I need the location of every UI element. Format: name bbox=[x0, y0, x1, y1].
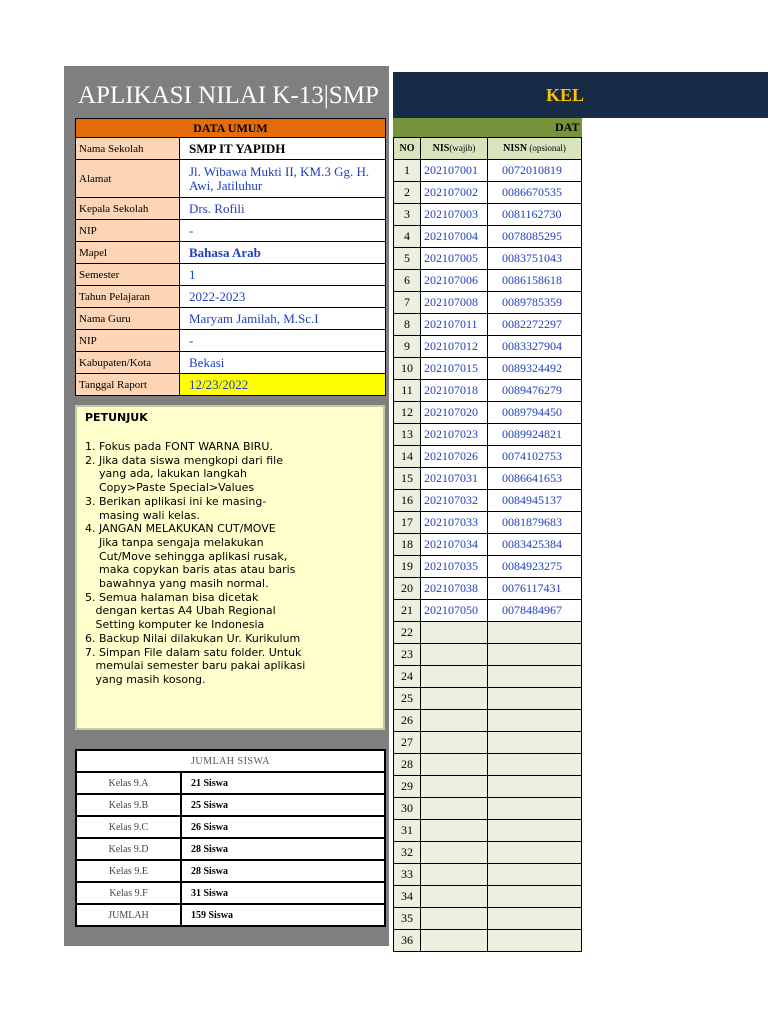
row-number-cell: 1 bbox=[394, 160, 421, 182]
table-row bbox=[394, 644, 582, 666]
nis-cell[interactable]: 202107023 bbox=[421, 424, 488, 446]
app-title: APLIKASI NILAI K-13|SMP bbox=[78, 82, 379, 109]
table-row bbox=[394, 204, 582, 226]
row-number-cell: 3 bbox=[394, 204, 421, 226]
field-nip-kepala[interactable]: - bbox=[180, 220, 386, 242]
table-row bbox=[394, 732, 582, 754]
kelas-count: 31 Siswa bbox=[181, 882, 385, 904]
table-row bbox=[394, 226, 582, 248]
label-semester: Semester bbox=[76, 264, 180, 286]
nis-cell[interactable] bbox=[421, 622, 488, 644]
table-row bbox=[394, 358, 582, 380]
kelas-label: Kelas 9.B bbox=[76, 794, 181, 816]
row-number-cell: 9 bbox=[394, 336, 421, 358]
petunjuk-item: 6. Backup Nilai dilakukan Ur. Kurikulum bbox=[85, 631, 301, 645]
nisn-cell[interactable] bbox=[488, 776, 582, 798]
table-row bbox=[394, 820, 582, 842]
table-row bbox=[394, 556, 582, 578]
table-row bbox=[394, 842, 582, 864]
nisn-cell[interactable]: 0083327904 bbox=[488, 336, 582, 358]
nis-cell[interactable]: 202107034 bbox=[421, 534, 488, 556]
col-nisn-label: NISN bbox=[503, 143, 528, 154]
nisn-cell[interactable]: 0089785359 bbox=[488, 292, 582, 314]
row-number-cell: 23 bbox=[394, 644, 421, 666]
nisn-cell[interactable]: 0086641653 bbox=[488, 468, 582, 490]
table-row bbox=[394, 776, 582, 798]
nisn-cell[interactable] bbox=[488, 622, 582, 644]
table-row bbox=[394, 292, 582, 314]
nisn-cell[interactable]: 0089476279 bbox=[488, 380, 582, 402]
row-number-cell: 15 bbox=[394, 468, 421, 490]
petunjuk-list bbox=[85, 440, 375, 687]
row-number-cell: 22 bbox=[394, 622, 421, 644]
petunjuk-item: 3. Berikan aplikasi ini ke masing- masing wali kelas. bbox=[85, 494, 267, 522]
row-number-cell: 25 bbox=[394, 688, 421, 710]
col-nisn-header bbox=[488, 138, 582, 160]
nis-cell[interactable]: 202107018 bbox=[421, 380, 488, 402]
nis-cell[interactable]: 202107032 bbox=[421, 490, 488, 512]
petunjuk-item: 1. Fokus pada FONT WARNA BIRU. bbox=[85, 440, 273, 453]
row-number-cell: 35 bbox=[394, 908, 421, 930]
label-nama-guru: Nama Guru bbox=[76, 308, 180, 330]
table-row bbox=[394, 270, 582, 292]
data-siswa-header: DAT bbox=[555, 120, 580, 134]
row-number-cell: 13 bbox=[394, 424, 421, 446]
nisn-cell[interactable]: 0081162730 bbox=[488, 204, 582, 226]
table-row bbox=[394, 512, 582, 534]
nisn-cell[interactable] bbox=[488, 820, 582, 842]
table-row bbox=[394, 864, 582, 886]
nisn-cell[interactable] bbox=[488, 644, 582, 666]
table-row bbox=[394, 908, 582, 930]
table-row bbox=[394, 798, 582, 820]
col-nis-header bbox=[421, 138, 488, 160]
nis-cell[interactable]: 202107006 bbox=[421, 270, 488, 292]
nis-cell[interactable] bbox=[421, 798, 488, 820]
col-nis-label: NIS bbox=[432, 143, 450, 154]
table-row bbox=[394, 314, 582, 336]
nisn-cell[interactable]: 0078484967 bbox=[488, 600, 582, 622]
jumlah-siswa-table bbox=[75, 749, 386, 927]
nisn-cell[interactable]: 0074102753 bbox=[488, 446, 582, 468]
kelas-count: 26 Siswa bbox=[181, 816, 385, 838]
nisn-cell[interactable]: 0078085295 bbox=[488, 226, 582, 248]
table-row bbox=[394, 710, 582, 732]
data-siswa-table bbox=[393, 137, 582, 952]
nisn-cell[interactable]: 0081879683 bbox=[488, 512, 582, 534]
nis-cell[interactable]: 202107001 bbox=[421, 160, 488, 182]
blank-area bbox=[582, 118, 768, 1024]
nis-cell[interactable]: 202107050 bbox=[421, 600, 488, 622]
table-row bbox=[394, 688, 582, 710]
nisn-cell[interactable] bbox=[488, 754, 582, 776]
field-kabupaten-kota[interactable]: Bekasi bbox=[180, 352, 386, 374]
label-alamat: Alamat bbox=[76, 160, 180, 198]
nis-cell[interactable] bbox=[421, 754, 488, 776]
row-number-cell: 19 bbox=[394, 556, 421, 578]
petunjuk-item: 5. Semua halaman bisa dicetak dengan kertas A4 Ubah Regional Setting komputer ke Indonesia bbox=[85, 590, 276, 632]
row-number-cell: 18 bbox=[394, 534, 421, 556]
nis-cell[interactable] bbox=[421, 820, 488, 842]
kelas-label: Kelas 9.C bbox=[76, 816, 181, 838]
banner-text: KEL bbox=[546, 85, 585, 105]
row-number-cell: 26 bbox=[394, 710, 421, 732]
row-number-cell: 14 bbox=[394, 446, 421, 468]
data-umum-table bbox=[75, 118, 386, 396]
nis-cell[interactable] bbox=[421, 886, 488, 908]
table-row bbox=[394, 402, 582, 424]
nisn-cell[interactable] bbox=[488, 930, 582, 952]
table-row bbox=[394, 578, 582, 600]
nis-cell[interactable] bbox=[421, 688, 488, 710]
label-nip-guru: NIP bbox=[76, 330, 180, 352]
field-semester[interactable]: 1 bbox=[180, 264, 386, 286]
nisn-cell[interactable] bbox=[488, 798, 582, 820]
label-kabupaten-kota: Kabupaten/Kota bbox=[76, 352, 180, 374]
table-row bbox=[394, 446, 582, 468]
petunjuk-item: 2. Jika data siswa mengkopi dari file yang ada, lakukan langkah Copy>Paste Special>Values bbox=[85, 453, 283, 495]
nis-cell[interactable] bbox=[421, 842, 488, 864]
kelas-count: 21 Siswa bbox=[181, 772, 385, 794]
nisn-cell[interactable]: 0089924821 bbox=[488, 424, 582, 446]
nisn-cell[interactable] bbox=[488, 666, 582, 688]
row-number-cell: 29 bbox=[394, 776, 421, 798]
nisn-cell[interactable]: 0083751043 bbox=[488, 248, 582, 270]
nis-cell[interactable]: 202107004 bbox=[421, 226, 488, 248]
table-row bbox=[394, 534, 582, 556]
nis-cell[interactable]: 202107005 bbox=[421, 248, 488, 270]
nis-cell[interactable] bbox=[421, 710, 488, 732]
nisn-cell[interactable] bbox=[488, 732, 582, 754]
kelas-label: Kelas 9.E bbox=[76, 860, 181, 882]
row-number-cell: 2 bbox=[394, 182, 421, 204]
kelas-label: Kelas 9.A bbox=[76, 772, 181, 794]
nis-cell[interactable] bbox=[421, 776, 488, 798]
petunjuk-item: 4. JANGAN MELAKUKAN CUT/MOVE Jika tanpa sengaja melakukan Cut/Move sehingga aplikasi rusak, maka copykan baris atas atau baris bawahnya yang masih normal. bbox=[85, 522, 296, 591]
nisn-cell[interactable]: 0089324492 bbox=[488, 358, 582, 380]
nisn-cell[interactable] bbox=[488, 710, 582, 732]
nisn-cell[interactable] bbox=[488, 886, 582, 908]
field-tanggal-raport[interactable]: 12/23/2022 bbox=[180, 374, 386, 396]
table-row bbox=[394, 424, 582, 446]
table-row bbox=[394, 490, 582, 512]
table-row bbox=[394, 248, 582, 270]
jumlah-siswa-header: JUMLAH SISWA bbox=[76, 750, 385, 772]
table-row bbox=[394, 336, 582, 358]
nisn-cell[interactable] bbox=[488, 864, 582, 886]
data-umum-header: DATA UMUM bbox=[76, 119, 386, 138]
nis-cell[interactable]: 202107020 bbox=[421, 402, 488, 424]
table-row bbox=[394, 622, 582, 644]
data-siswa-body bbox=[394, 160, 582, 952]
col-no-header bbox=[394, 138, 421, 160]
nis-cell[interactable]: 202107002 bbox=[421, 182, 488, 204]
nisn-cell[interactable] bbox=[488, 908, 582, 930]
label-mapel: Mapel bbox=[76, 242, 180, 264]
nisn-cell[interactable]: 0086158618 bbox=[488, 270, 582, 292]
nisn-cell[interactable]: 0086670535 bbox=[488, 182, 582, 204]
row-number-cell: 24 bbox=[394, 666, 421, 688]
row-number-cell: 4 bbox=[394, 226, 421, 248]
field-mapel[interactable]: Bahasa Arab bbox=[180, 242, 386, 264]
row-number-cell: 5 bbox=[394, 248, 421, 270]
kelas-count: 25 Siswa bbox=[181, 794, 385, 816]
label-tanggal-raport: Tanggal Raport bbox=[76, 374, 180, 396]
nis-cell[interactable]: 202107026 bbox=[421, 446, 488, 468]
petunjuk-item: 7. Simpan File dalam satu folder. Untuk memulai semester baru pakai aplikasi yang masih kosong. bbox=[85, 645, 306, 686]
row-number-cell: 6 bbox=[394, 270, 421, 292]
label-kepala-sekolah: Kepala Sekolah bbox=[76, 198, 180, 220]
data-siswa-header-bar bbox=[393, 118, 582, 137]
nis-cell[interactable]: 202107031 bbox=[421, 468, 488, 490]
row-number-cell: 30 bbox=[394, 798, 421, 820]
nis-cell[interactable] bbox=[421, 930, 488, 952]
nis-cell[interactable]: 202107003 bbox=[421, 204, 488, 226]
table-row bbox=[394, 666, 582, 688]
col-nisn-sublabel: (opsional) bbox=[527, 143, 566, 153]
nisn-cell[interactable]: 0089794450 bbox=[488, 402, 582, 424]
table-row bbox=[394, 182, 582, 204]
nisn-cell[interactable]: 0076117431 bbox=[488, 578, 582, 600]
row-number-cell: 27 bbox=[394, 732, 421, 754]
label-tahun-pelajaran: Tahun Pelajaran bbox=[76, 286, 180, 308]
row-number-cell: 34 bbox=[394, 886, 421, 908]
kelas-count: 28 Siswa bbox=[181, 838, 385, 860]
field-nip-guru[interactable]: - bbox=[180, 330, 386, 352]
row-number-cell: 7 bbox=[394, 292, 421, 314]
row-number-cell: 16 bbox=[394, 490, 421, 512]
row-number-cell: 28 bbox=[394, 754, 421, 776]
label-nama-sekolah: Nama Sekolah bbox=[76, 138, 180, 160]
row-number-cell: 21 bbox=[394, 600, 421, 622]
table-row bbox=[394, 468, 582, 490]
label-nip-kepala: NIP bbox=[76, 220, 180, 242]
table-row bbox=[394, 930, 582, 952]
nis-cell[interactable] bbox=[421, 732, 488, 754]
row-number-cell: 20 bbox=[394, 578, 421, 600]
kelas-label: Kelas 9.D bbox=[76, 838, 181, 860]
nisn-cell[interactable] bbox=[488, 842, 582, 864]
kelas-label: Kelas 9.F bbox=[76, 882, 181, 904]
total-count: 159 Siswa bbox=[181, 904, 385, 926]
nisn-cell[interactable]: 0083425384 bbox=[488, 534, 582, 556]
field-nama-guru[interactable]: Maryam Jamilah, M.Sc.I bbox=[180, 308, 386, 330]
row-number-cell: 11 bbox=[394, 380, 421, 402]
row-number-cell: 36 bbox=[394, 930, 421, 952]
nis-cell[interactable]: 202107035 bbox=[421, 556, 488, 578]
row-number-cell: 17 bbox=[394, 512, 421, 534]
nis-cell[interactable] bbox=[421, 644, 488, 666]
nis-cell[interactable] bbox=[421, 666, 488, 688]
table-row bbox=[394, 754, 582, 776]
row-number-cell: 8 bbox=[394, 314, 421, 336]
row-number-cell: 10 bbox=[394, 358, 421, 380]
row-number-cell: 32 bbox=[394, 842, 421, 864]
petunjuk-title: PETUNJUK bbox=[85, 411, 148, 424]
row-number-cell: 31 bbox=[394, 820, 421, 842]
nisn-cell[interactable] bbox=[488, 688, 582, 710]
petunjuk-note bbox=[75, 405, 385, 730]
nis-cell[interactable]: 202107011 bbox=[421, 314, 488, 336]
nisn-cell[interactable]: 0084945137 bbox=[488, 490, 582, 512]
field-nama-sekolah[interactable]: SMP IT YAPIDH bbox=[180, 138, 386, 160]
nis-cell[interactable] bbox=[421, 908, 488, 930]
nis-cell[interactable]: 202107012 bbox=[421, 336, 488, 358]
table-row bbox=[394, 600, 582, 622]
field-alamat[interactable]: Jl. Wibawa Mukti II, KM.3 Gg. H. Awi, Jatiluhur bbox=[180, 160, 386, 198]
nisn-cell[interactable]: 0072010819 bbox=[488, 160, 582, 182]
col-no-label: NO bbox=[399, 143, 415, 154]
nis-cell[interactable]: 202107008 bbox=[421, 292, 488, 314]
field-kepala-sekolah[interactable]: Drs. Rofili bbox=[180, 198, 386, 220]
nis-cell[interactable]: 202107033 bbox=[421, 512, 488, 534]
table-row bbox=[394, 380, 582, 402]
nis-cell[interactable] bbox=[421, 864, 488, 886]
table-row bbox=[394, 886, 582, 908]
kelas-count: 28 Siswa bbox=[181, 860, 385, 882]
row-number-cell: 12 bbox=[394, 402, 421, 424]
total-label: JUMLAH bbox=[76, 904, 181, 926]
table-row bbox=[394, 160, 582, 182]
nis-cell[interactable]: 202107015 bbox=[421, 358, 488, 380]
nis-cell[interactable]: 202107038 bbox=[421, 578, 488, 600]
field-tahun-pelajaran[interactable]: 2022-2023 bbox=[180, 286, 386, 308]
nisn-cell[interactable]: 0082272297 bbox=[488, 314, 582, 336]
col-nis-sublabel: (wajib) bbox=[449, 143, 476, 153]
nisn-cell[interactable]: 0084923275 bbox=[488, 556, 582, 578]
row-number-cell: 33 bbox=[394, 864, 421, 886]
